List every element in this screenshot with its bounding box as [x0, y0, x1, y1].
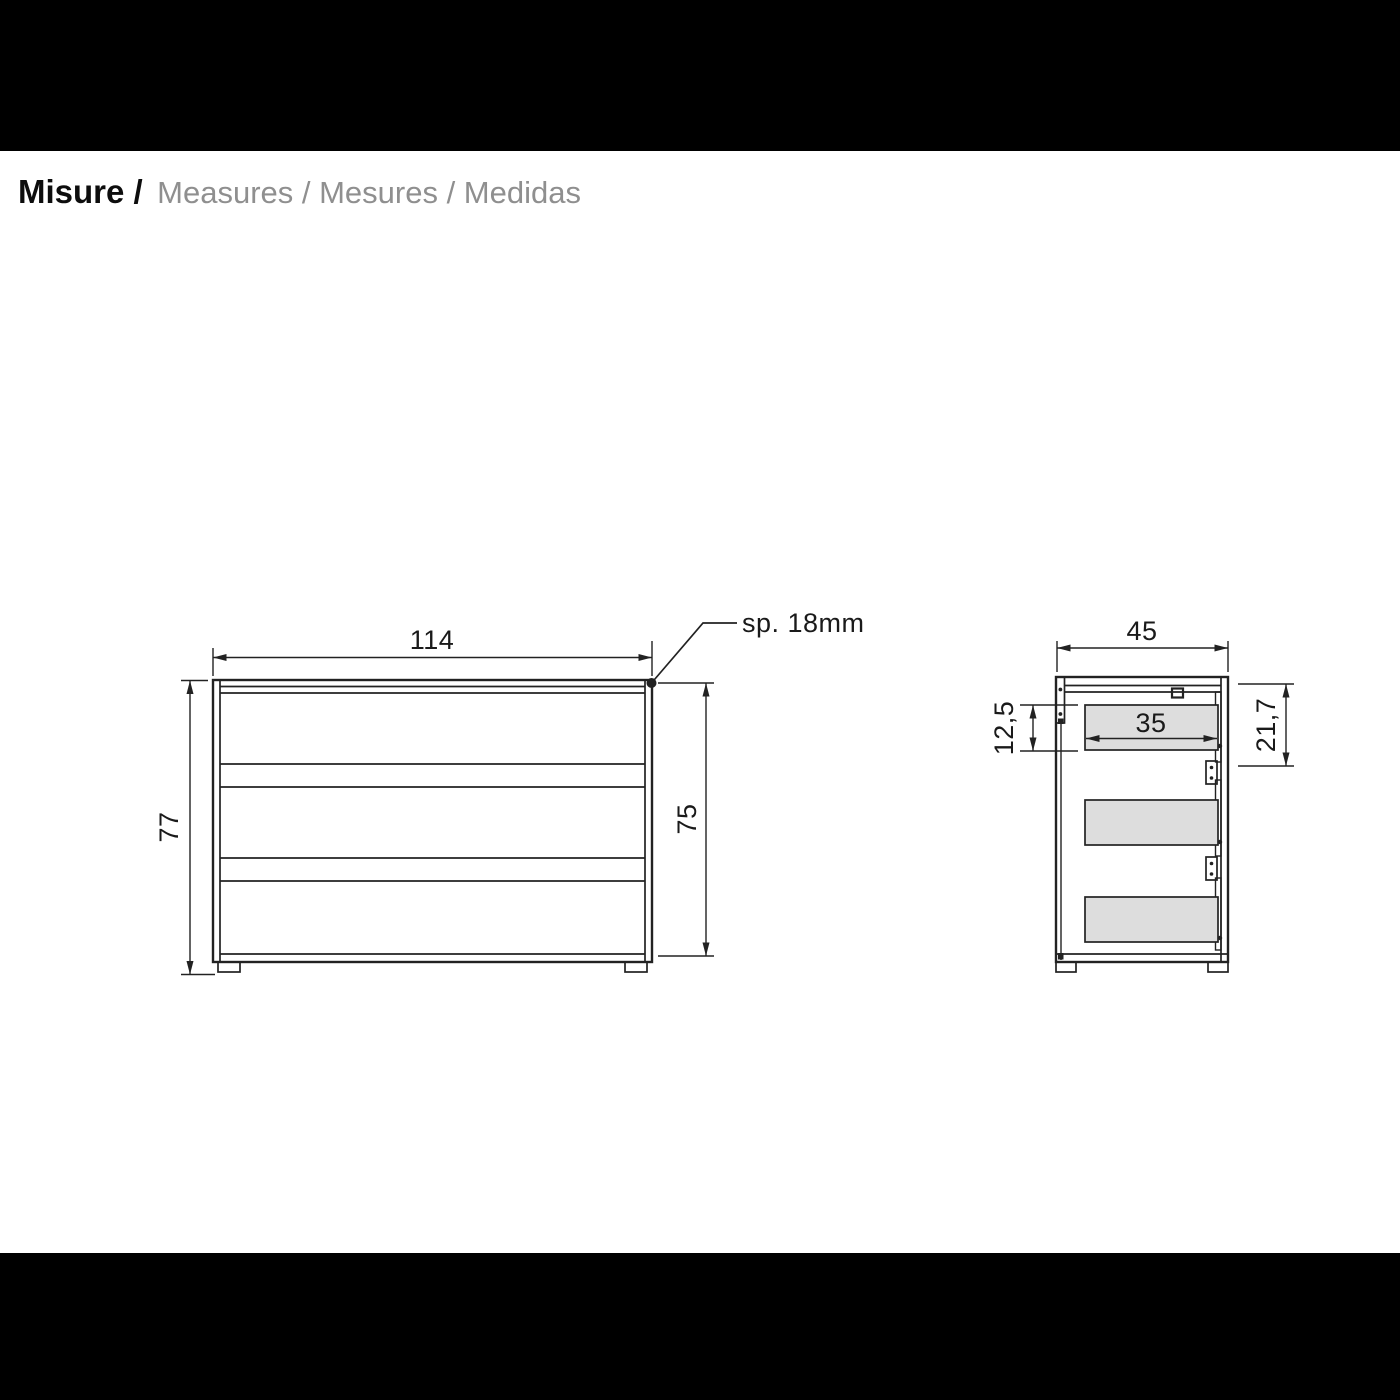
- drawer-box-bottom: [1085, 897, 1218, 942]
- fitting-pin: [1058, 719, 1064, 725]
- drawer-depth-label: 35: [1135, 708, 1167, 738]
- thickness-callout-label: sp. 18mm: [742, 608, 865, 638]
- screw-dot: [1210, 776, 1214, 780]
- rail-pin-dot: [1218, 840, 1222, 844]
- side-depth-label: 45: [1126, 616, 1158, 646]
- drawer-side-height-label: 12,5: [989, 700, 1019, 756]
- rail-pin-dot: [1218, 936, 1222, 940]
- screw-dot: [1210, 862, 1214, 866]
- page-title-primary: Misure /: [18, 173, 143, 210]
- screw-dot: [1210, 766, 1214, 770]
- page-title: [18, 173, 581, 210]
- page-title-secondary: Measures / Mesures / Medidas: [157, 175, 581, 210]
- rail-pin-dot: [1218, 744, 1222, 748]
- drawer-boxes: [1085, 705, 1222, 942]
- front-width-label: 114: [409, 625, 455, 655]
- screw-dot: [1059, 712, 1063, 716]
- screw-dot: [1210, 872, 1214, 876]
- top-drawer-height-label: 21,7: [1251, 697, 1281, 753]
- drawer-box-middle: [1085, 800, 1218, 845]
- front-height-label: 77: [154, 811, 184, 843]
- sheet-background: [0, 151, 1400, 1253]
- screw-dot: [1059, 688, 1063, 692]
- front-inner-height-label: 75: [672, 803, 702, 835]
